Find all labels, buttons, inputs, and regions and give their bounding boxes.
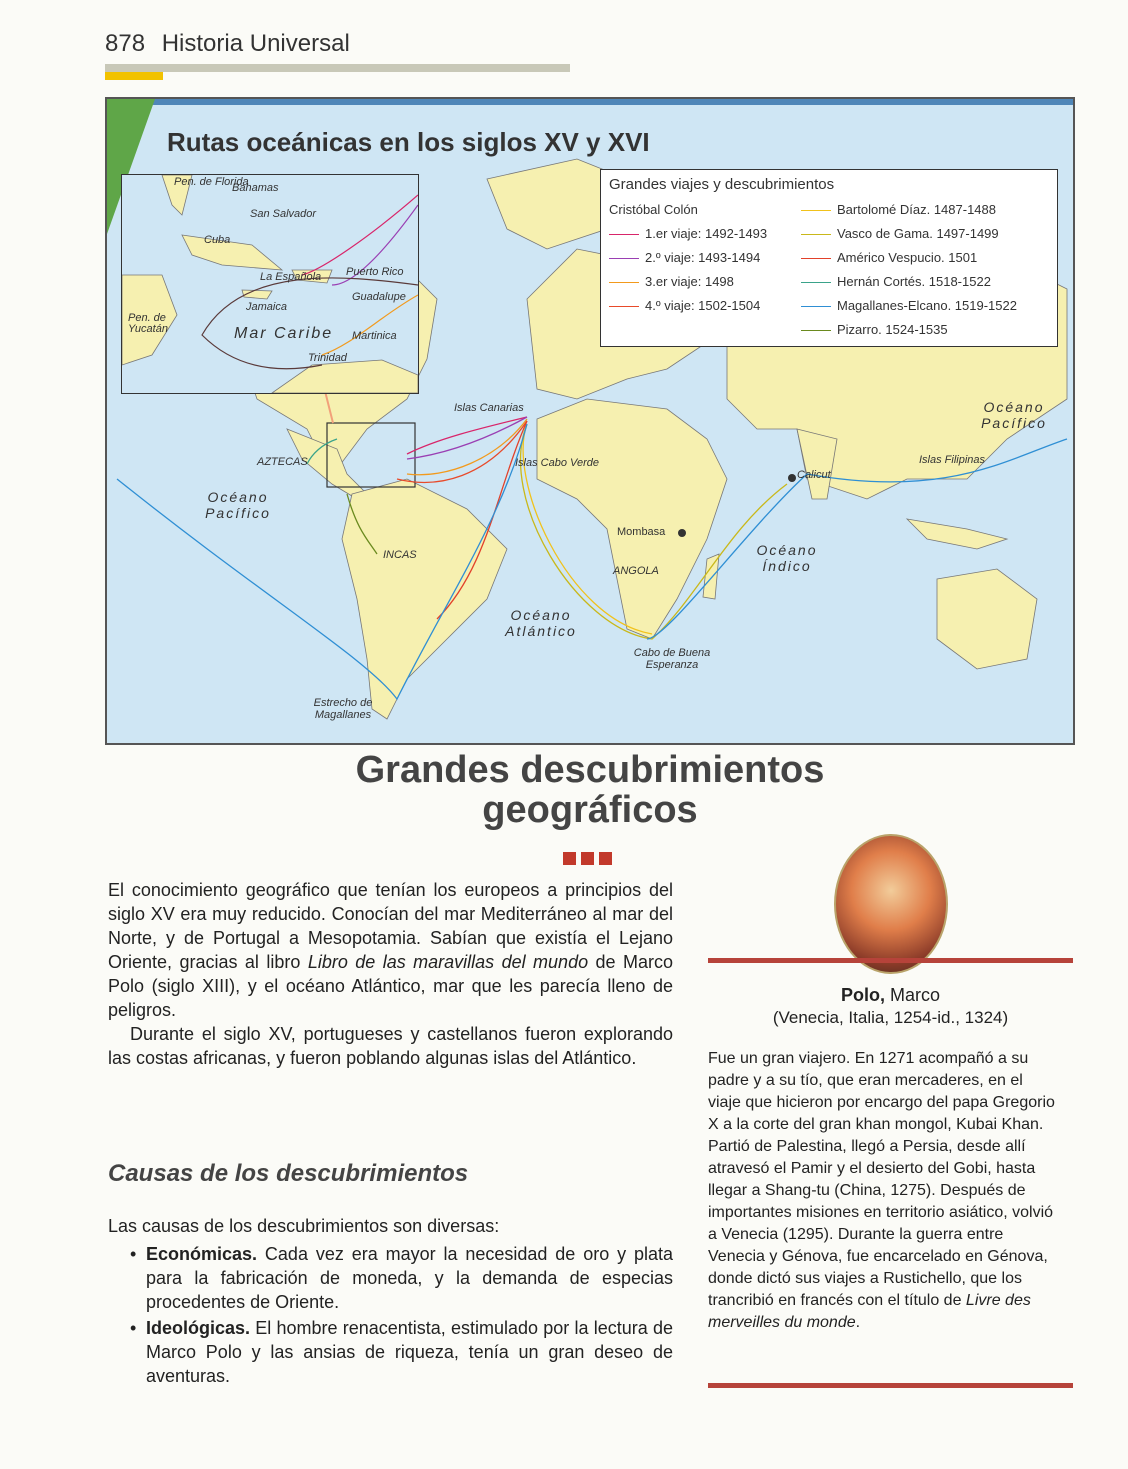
- biography-text-end: .: [855, 1314, 861, 1331]
- route-colon-3: [407, 419, 527, 475]
- landmass-india: [797, 429, 837, 499]
- legend-swatch: [801, 234, 831, 235]
- label-san-salvador: San Salvador: [250, 208, 317, 220]
- label-guadalupe: Guadalupe: [352, 291, 406, 303]
- header-accent: [105, 72, 163, 80]
- legend-item-colon-4: [609, 298, 760, 313]
- inset-route-1: [302, 195, 418, 275]
- label-islas-filipinas: Islas Filipinas: [919, 454, 986, 466]
- label-angola: ANGOLA: [613, 565, 659, 577]
- label-oceano-pacifico-oeste: Océano Pacífico: [205, 489, 271, 521]
- legend-swatch: [609, 258, 639, 259]
- label-mombasa: Mombasa: [617, 526, 666, 538]
- landmass-south-america: [342, 479, 507, 719]
- legend-swatch: [801, 306, 831, 307]
- legend-label: 4.º viaje: 1502-1504: [645, 298, 761, 313]
- map-title: Rutas oceánicas en los siglos XV y XVI: [167, 127, 650, 157]
- sidebar-birthplace: (Venecia, Italia, 1254-id., 1324): [772, 1008, 1009, 1027]
- header-rule: [105, 64, 570, 72]
- legend-swatch: [801, 330, 831, 331]
- landmass-australia: [937, 569, 1037, 669]
- label-cabo-buena-esperanza: Cabo de Buena Esperanza: [633, 647, 711, 671]
- bullet-text: Cada vez era mayor la necesidad de oro y plata para la fabricación de moneda, y la demanda de especias procedentes de Oriente.: [146, 1244, 673, 1312]
- route-colon-1: [407, 417, 527, 454]
- marco-polo-portrait: [834, 834, 948, 974]
- book-title-marco-polo: Libro de las maravillas del mundo: [307, 952, 589, 972]
- legend-title: Grandes viajes y descubrimientos: [609, 176, 835, 193]
- legend-label: 1.er viaje: 1492-1493: [645, 226, 768, 241]
- legend-label: Bartolomé Díaz. 1487-1488: [837, 202, 996, 217]
- page-header: [105, 30, 350, 58]
- legend-label: Magallanes-Elcano. 1519-1522: [837, 298, 1017, 313]
- legend-swatch: [801, 258, 831, 259]
- legend-subtitle: Cristóbal Colón: [609, 202, 698, 217]
- sidebar-firstname: Marco: [884, 985, 940, 1005]
- landmass-africa: [537, 399, 727, 639]
- paragraph-1-text-end: de Marco Polo (siglo XIII), y el océano Atlántico, mar que les parecía lleno de peligros.: [108, 952, 674, 1020]
- paragraph-intro: [108, 878, 673, 1070]
- book-title: Historia Universal: [161, 30, 350, 57]
- mombasa-marker: [678, 529, 686, 537]
- list-item-ideologicas: [130, 1316, 673, 1388]
- inset-south-america: [272, 360, 418, 393]
- sidebar-biography: [708, 1048, 1060, 1334]
- label-puerto-rico: Puerto Rico: [346, 266, 404, 278]
- sidebar-person-name: [708, 985, 1073, 1006]
- inset-cuba: [182, 235, 282, 270]
- label-islas-canarias: Islas Canarias: [454, 402, 524, 414]
- legend-label: Vasco de Gama. 1497-1499: [837, 226, 999, 241]
- label-trinidad: Trinidad: [308, 352, 347, 364]
- page-number: 878: [105, 30, 146, 57]
- inset-route-3: [322, 295, 418, 355]
- bullet-term: Económicas.: [146, 1244, 258, 1264]
- bullet-term: Ideológicas.: [146, 1318, 251, 1338]
- map-top-bar: [107, 99, 1073, 105]
- legend-label: Hernán Cortés. 1518-1522: [837, 274, 991, 289]
- legend-item-diaz: [801, 202, 996, 217]
- list-item-economicas: [130, 1242, 673, 1314]
- label-jamaica: Jamaica: [246, 301, 287, 313]
- label-estrecho-magallanes: Estrecho de Magallanes: [313, 697, 373, 721]
- label-oceano-pacifico-este: Océano Pacífico: [981, 399, 1047, 431]
- sidebar-rule-top: [708, 958, 1073, 963]
- title-decoration: [563, 852, 617, 870]
- legend-swatch: [609, 282, 639, 283]
- article-title: Grandes descubrimientos geográficos: [355, 749, 825, 831]
- bullet-text: El hombre renacentista, estimulado por la lectura de Marco Polo y las ansias de riqueza, tenía un gran deseo de aventuras.: [146, 1318, 673, 1386]
- biography-book-title: Livre des merveilles du monde: [708, 1292, 1031, 1331]
- calicut-marker: [788, 474, 796, 482]
- label-martinica: Martinica: [352, 330, 397, 342]
- causas-list: [130, 1242, 673, 1390]
- legend-label: 2.º viaje: 1493-1494: [645, 250, 761, 265]
- label-mar-caribe: Mar Caribe: [234, 325, 334, 342]
- legend-item-pizarro: [801, 322, 948, 337]
- legend-label: Pizarro. 1524-1535: [837, 322, 948, 337]
- label-oceano-atlantico: Océano Atlántico: [505, 607, 577, 639]
- legend-item-colon-2: [609, 250, 760, 265]
- label-florida: Pen. de Florida: [174, 176, 249, 188]
- legend-swatch: [801, 282, 831, 283]
- route-map: [105, 97, 1075, 745]
- legend-item-gama: [801, 226, 999, 241]
- legend-item-vespucio: [801, 250, 977, 265]
- map-legend: [600, 169, 1058, 347]
- legend-label: Américo Vespucio. 1501: [837, 250, 978, 265]
- caribbean-inset-map: [121, 174, 419, 394]
- label-aztecas: AZTECAS: [257, 456, 308, 468]
- legend-item-cortes: [801, 274, 991, 289]
- paragraph-2: Durante el siglo XV, portugueses y castellanos fueron explorando las costas africanas, y fueron poblando algunas islas del Atlántico.: [108, 1024, 673, 1068]
- label-la-espanola: La Española: [260, 271, 322, 283]
- legend-item-colon-1: [609, 226, 767, 241]
- section-heading-causas: Causas de los descubrimientos: [108, 1160, 469, 1187]
- label-yucatan: Pen. de Yucatán: [128, 312, 168, 335]
- legend-swatch: [609, 234, 639, 235]
- sidebar-surname: Polo,: [840, 985, 885, 1005]
- paragraph-1-text: El conocimiento geográfico que tenían los europeos a principios del siglo XV era muy reducido. Conocían del mar Mediterráneo al mar del Norte, y de Portugal a Mesopotamia. Sabían que existía el Lejano Oriente, gracias al libro: [108, 880, 673, 972]
- legend-swatch: [801, 210, 831, 211]
- legend-swatch: [609, 306, 639, 307]
- legend-item-magallanes: [801, 298, 1017, 313]
- label-incas: INCAS: [383, 549, 417, 561]
- legend-label: 3.er viaje: 1498: [645, 274, 734, 289]
- label-islas-cabo-verde: Islas Cabo Verde: [515, 457, 599, 469]
- label-bahamas: Bahamas: [232, 182, 279, 194]
- sidebar-rule-bottom: [708, 1383, 1073, 1388]
- biography-text: Fue un gran viajero. En 1271 acompañó a su padre y a su tío, que eran mercaderes, en el viaje que hicieron por encargo del papa Gregorio X a la corte del gran khan mongol, Kubai Khan. Partió de Palestina, llegó a Persia, desde allí atravesó el Pamir y el desierto del Gobi, hasta llegar a Shang-tu (China, 1275). Después de importantes misiones en territorio asiático, volvió a Venecia (1295). Durante la guerra entre Venecia y Génova, fue encarcelado en Génova, donde dictó sus viajes a Rustichello, que los trancribió en francés con el título de: [708, 1050, 1055, 1309]
- label-oceano-indico: Océano Índico: [756, 542, 818, 574]
- landmass-indonesia: [907, 519, 1007, 549]
- label-cuba: Cuba: [204, 234, 231, 246]
- causas-intro: Las causas de los descubrimientos son diversas:: [108, 1216, 500, 1236]
- label-calicut: Calicut: [797, 469, 831, 481]
- legend-item-colon-3: [609, 274, 734, 289]
